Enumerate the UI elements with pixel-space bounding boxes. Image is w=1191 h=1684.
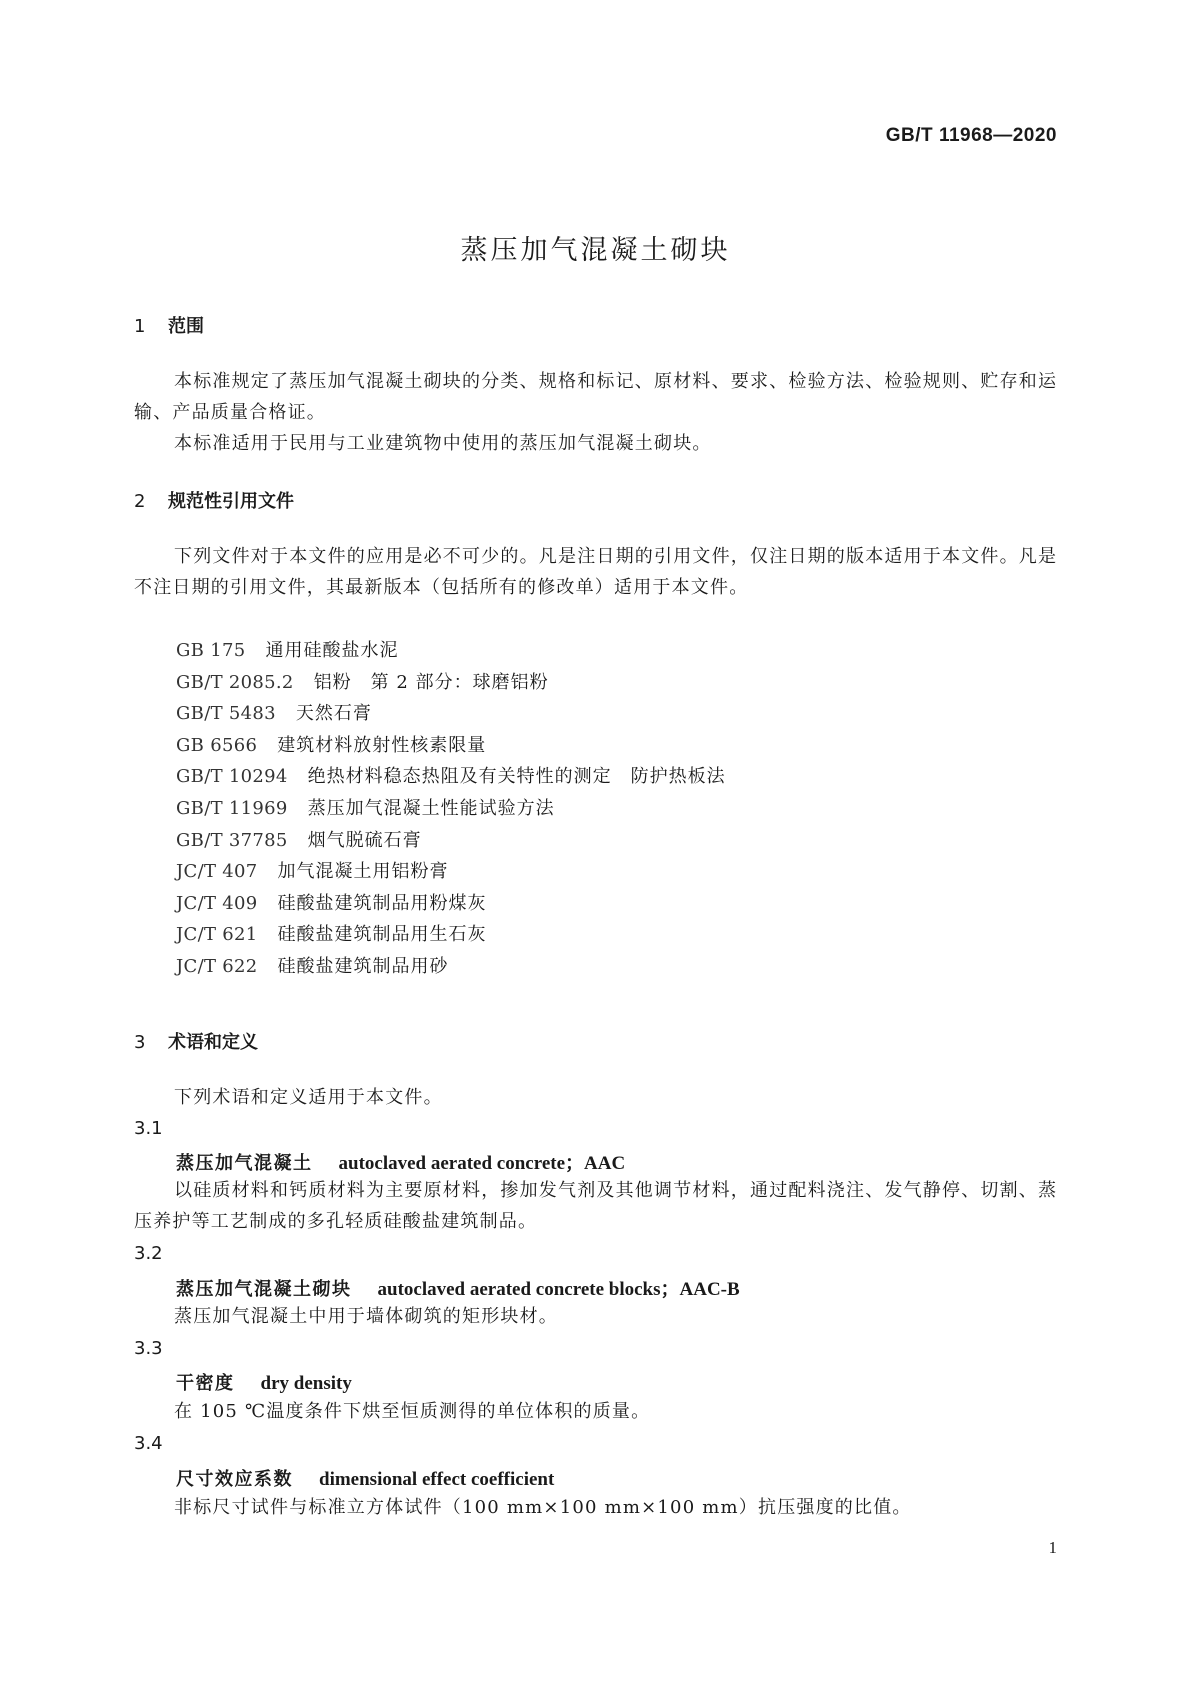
reference-name: 硅酸盐建筑制品用生石灰 — [277, 924, 487, 946]
reference-code: GB 175 — [176, 640, 246, 661]
scope-paragraph-1: 本标准规定了蒸压加气混凝土砌块的分类、规格和标记、原材料、要求、检验方法、检验规则、贮存和运输、产品质量合格证。 — [134, 371, 1058, 423]
term-heading — [176, 1465, 554, 1491]
term-cn: 干密度 — [176, 1373, 235, 1394]
term-definition: 在 105 ℃温度条件下烘至恒质测得的单位体积的质量。 — [174, 1401, 651, 1422]
reference-code: GB 6566 — [176, 734, 258, 756]
reference-item — [176, 635, 726, 667]
term-heading — [176, 1369, 352, 1395]
reference-name: 建筑材料放射性核素限量 — [277, 734, 487, 756]
document-title: 蒸压加气混凝土砌块 — [460, 235, 731, 266]
reference-code: JC/T 621 — [176, 924, 258, 946]
section-title: 术语和定义 — [168, 1032, 258, 1053]
reference-code: GB/T 37785 — [176, 829, 288, 851]
reference-item — [176, 919, 726, 951]
reference-name: 烟气脱硫石膏 — [307, 829, 422, 851]
references-intro: 下列文件对于本文件的应用是必不可少的。凡是注日期的引用文件，仅注日期的版本适用于本文件。凡是不注日期的引用文件，其最新版本（包括所有的修改单）适用于本文件。 — [134, 546, 1058, 598]
reference-name: 加气混凝土用铝粉膏 — [277, 861, 449, 883]
reference-code: GB/T 10294 — [176, 766, 288, 788]
section-number: 2 — [134, 491, 146, 512]
reference-name: 硅酸盐建筑制品用粉煤灰 — [277, 892, 487, 914]
section-heading-scope — [134, 312, 204, 338]
reference-item — [176, 856, 726, 888]
reference-code: GB/T 2085.2 — [176, 671, 294, 693]
reference-name: 天然石膏 — [295, 703, 372, 725]
section-title: 范围 — [168, 316, 204, 337]
reference-list — [176, 635, 726, 983]
term-cn: 蒸压加气混凝土砌块 — [176, 1279, 352, 1300]
reference-item — [176, 793, 726, 825]
reference-item — [176, 888, 726, 920]
reference-code: JC/T 407 — [176, 861, 258, 883]
term-number: 3.1 — [134, 1118, 163, 1139]
term-number: 3.2 — [134, 1243, 163, 1264]
term-number: 3.4 — [134, 1433, 163, 1454]
reference-name: 硅酸盐建筑制品用砂 — [277, 955, 449, 977]
standard-code: GB/T 11968—2020 — [885, 125, 1057, 146]
term-en: dry density — [260, 1373, 352, 1394]
section-title: 规范性引用文件 — [168, 491, 294, 512]
term-en: autoclaved aerated concrete blocks；AAC-B — [377, 1279, 740, 1300]
reference-item — [176, 667, 726, 699]
term-definition: 以硅质材料和钙质材料为主要原材料，掺加发气剂及其他调节材料，通过配料浇注、发气静停、切割、蒸压养护等工艺制成的多孔轻质硅酸盐建筑制品。 — [134, 1180, 1058, 1232]
reference-item — [176, 730, 726, 762]
scope-paragraph-2: 本标准适用于民用与工业建筑物中使用的蒸压加气混凝土砌块。 — [174, 433, 712, 454]
term-definition: 非标尺寸试件与标准立方体试件（100 mm×100 mm×100 mm）抗压强度的比值。 — [174, 1497, 912, 1518]
section-heading-terms — [134, 1028, 258, 1054]
reference-name: 蒸压加气混凝土性能试验方法 — [307, 797, 555, 819]
reference-item — [176, 825, 726, 857]
term-en: autoclaved aerated concrete；AAC — [338, 1153, 626, 1174]
section-number: 3 — [134, 1032, 146, 1053]
term-heading — [176, 1148, 625, 1175]
term-cn: 蒸压加气混凝土 — [176, 1153, 313, 1174]
section-number: 1 — [134, 316, 146, 337]
term-en: dimensional effect coefficient — [319, 1469, 555, 1490]
reference-code: GB/T 11969 — [176, 797, 288, 819]
reference-name: 铝粉 第 2 部分：球磨铝粉 — [313, 671, 549, 693]
reference-name: 通用硅酸盐水泥 — [265, 640, 399, 661]
reference-item — [176, 951, 726, 983]
reference-item — [176, 698, 726, 730]
term-number: 3.3 — [134, 1338, 163, 1359]
reference-code: JC/T 622 — [176, 955, 258, 977]
page-number: 1 — [1048, 1538, 1057, 1557]
reference-code: GB/T 5483 — [176, 703, 276, 725]
term-definition: 蒸压加气混凝土中用于墙体砌筑的矩形块材。 — [174, 1306, 558, 1327]
term-cn: 尺寸效应系数 — [176, 1469, 293, 1490]
terms-intro: 下列术语和定义适用于本文件。 — [174, 1087, 443, 1108]
section-heading-references — [134, 487, 294, 513]
reference-code: JC/T 409 — [176, 892, 258, 914]
reference-name: 绝热材料稳态热阻及有关特性的测定 防护热板法 — [307, 766, 726, 788]
term-heading — [176, 1274, 740, 1301]
reference-item — [176, 761, 726, 793]
